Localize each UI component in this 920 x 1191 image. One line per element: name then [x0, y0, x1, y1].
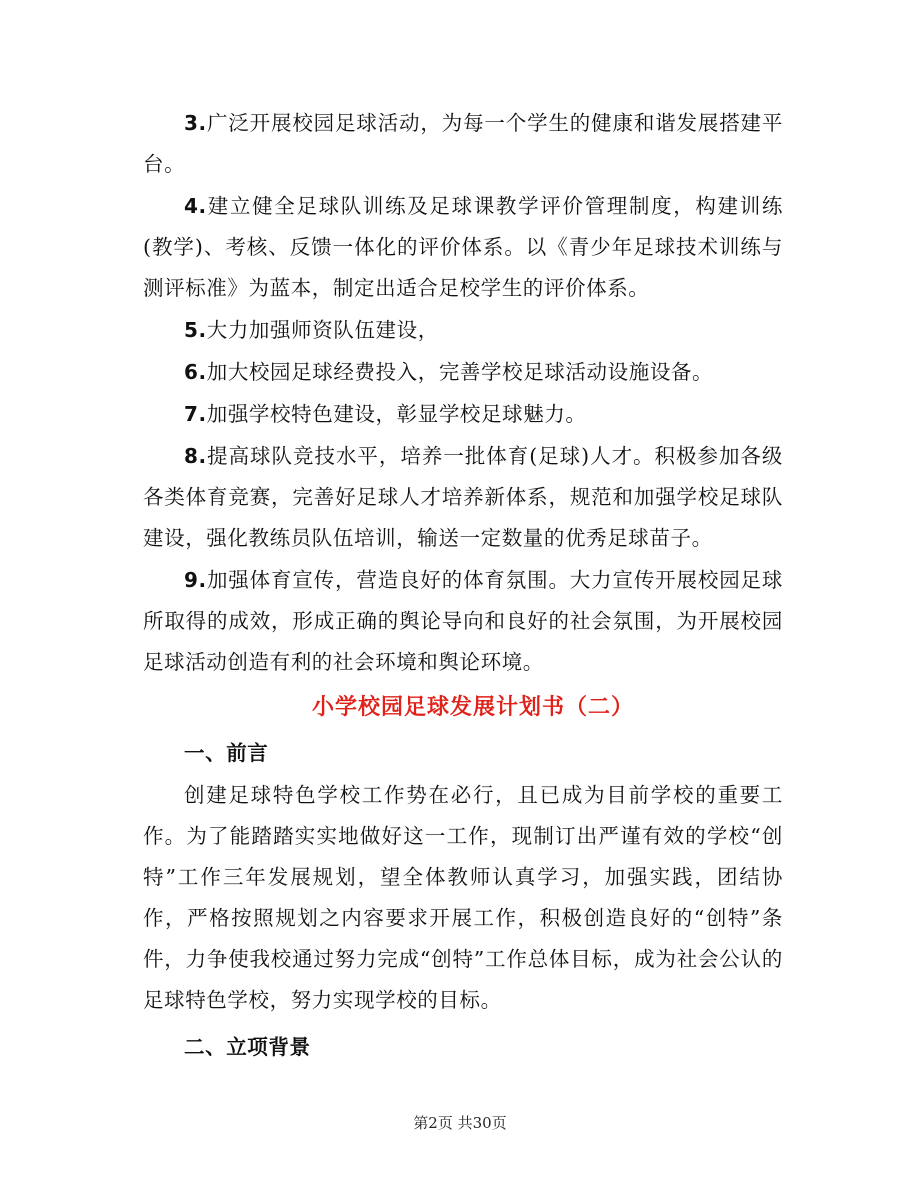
- item-text: 加大校园足球经费投入，完善学校足球活动设施设备。: [206, 360, 714, 384]
- page-footer: 第2页 共30页: [413, 1114, 507, 1132]
- item-number: 8.: [184, 444, 207, 468]
- item-number: 7.: [184, 402, 207, 426]
- document-title: 小学校园足球发展计划书（二）: [311, 694, 634, 720]
- list-item-6: [143, 352, 783, 393]
- list-item-4: [143, 186, 783, 309]
- item-text: 广泛开展校园足球活动，为每一个学生的健康和谐发展搭建平台。: [143, 111, 783, 176]
- item-text: 大力加强师资队伍建设，: [206, 318, 439, 342]
- list-item-7: [143, 394, 783, 435]
- page-content: [143, 103, 783, 1068]
- item-number: 3.: [184, 111, 207, 135]
- item-text: 建立健全足球队训练及足球课教学评价管理制度，构建训练(教学)、考核、反馈一体化的评价体系。以《青少年足球技术训练与测评标准》为蓝本，制定出适合足校学生的评价体系。: [143, 194, 783, 300]
- item-number: 4.: [184, 194, 207, 218]
- item-number: 6.: [184, 360, 207, 384]
- section-heading-background: 二、立项背景: [184, 1035, 311, 1059]
- item-text: 提高球队竞技水平，培养一批体育(足球)人才。积极参加各级各类体育竞赛，完善好足球人才培养新体系，规范和加强学校足球队建设，强化教练员队伍培训，输送一定数量的优秀足球苗子。: [143, 444, 783, 550]
- section-heading-preface: 一、前言: [184, 741, 269, 765]
- preface-paragraph: 创建足球特色学校工作势在必行，且已成为目前学校的重要工作。为了能踏踏实实地做好这一工作，现制订出严谨有效的学校“创特”工作三年发展规划，望全体教师认真学习，加强实践，团结协作，严格按照规划之内容要求开展工作，积极创造良好的“创特”条件，力争使我校通过努力完成“创特”工作总体目标，成为社会公认的足球特色学校，努力实现学校的目标。: [143, 783, 783, 1012]
- list-item-8: [143, 436, 783, 559]
- item-text: 加强学校特色建设，彰显学校足球魅力。: [206, 402, 587, 426]
- list-item-5: [143, 310, 783, 351]
- item-number: 5.: [184, 318, 207, 342]
- item-text: 加强体育宣传，营造良好的体育氛围。大力宣传开展校园足球所取得的成效，形成正确的舆论导向和良好的社会氛围，为开展校园足球活动创造有利的社会环境和舆论环境。: [143, 568, 783, 674]
- item-number: 9.: [184, 568, 207, 592]
- list-item-3: [143, 103, 783, 185]
- list-item-9: [143, 560, 783, 683]
